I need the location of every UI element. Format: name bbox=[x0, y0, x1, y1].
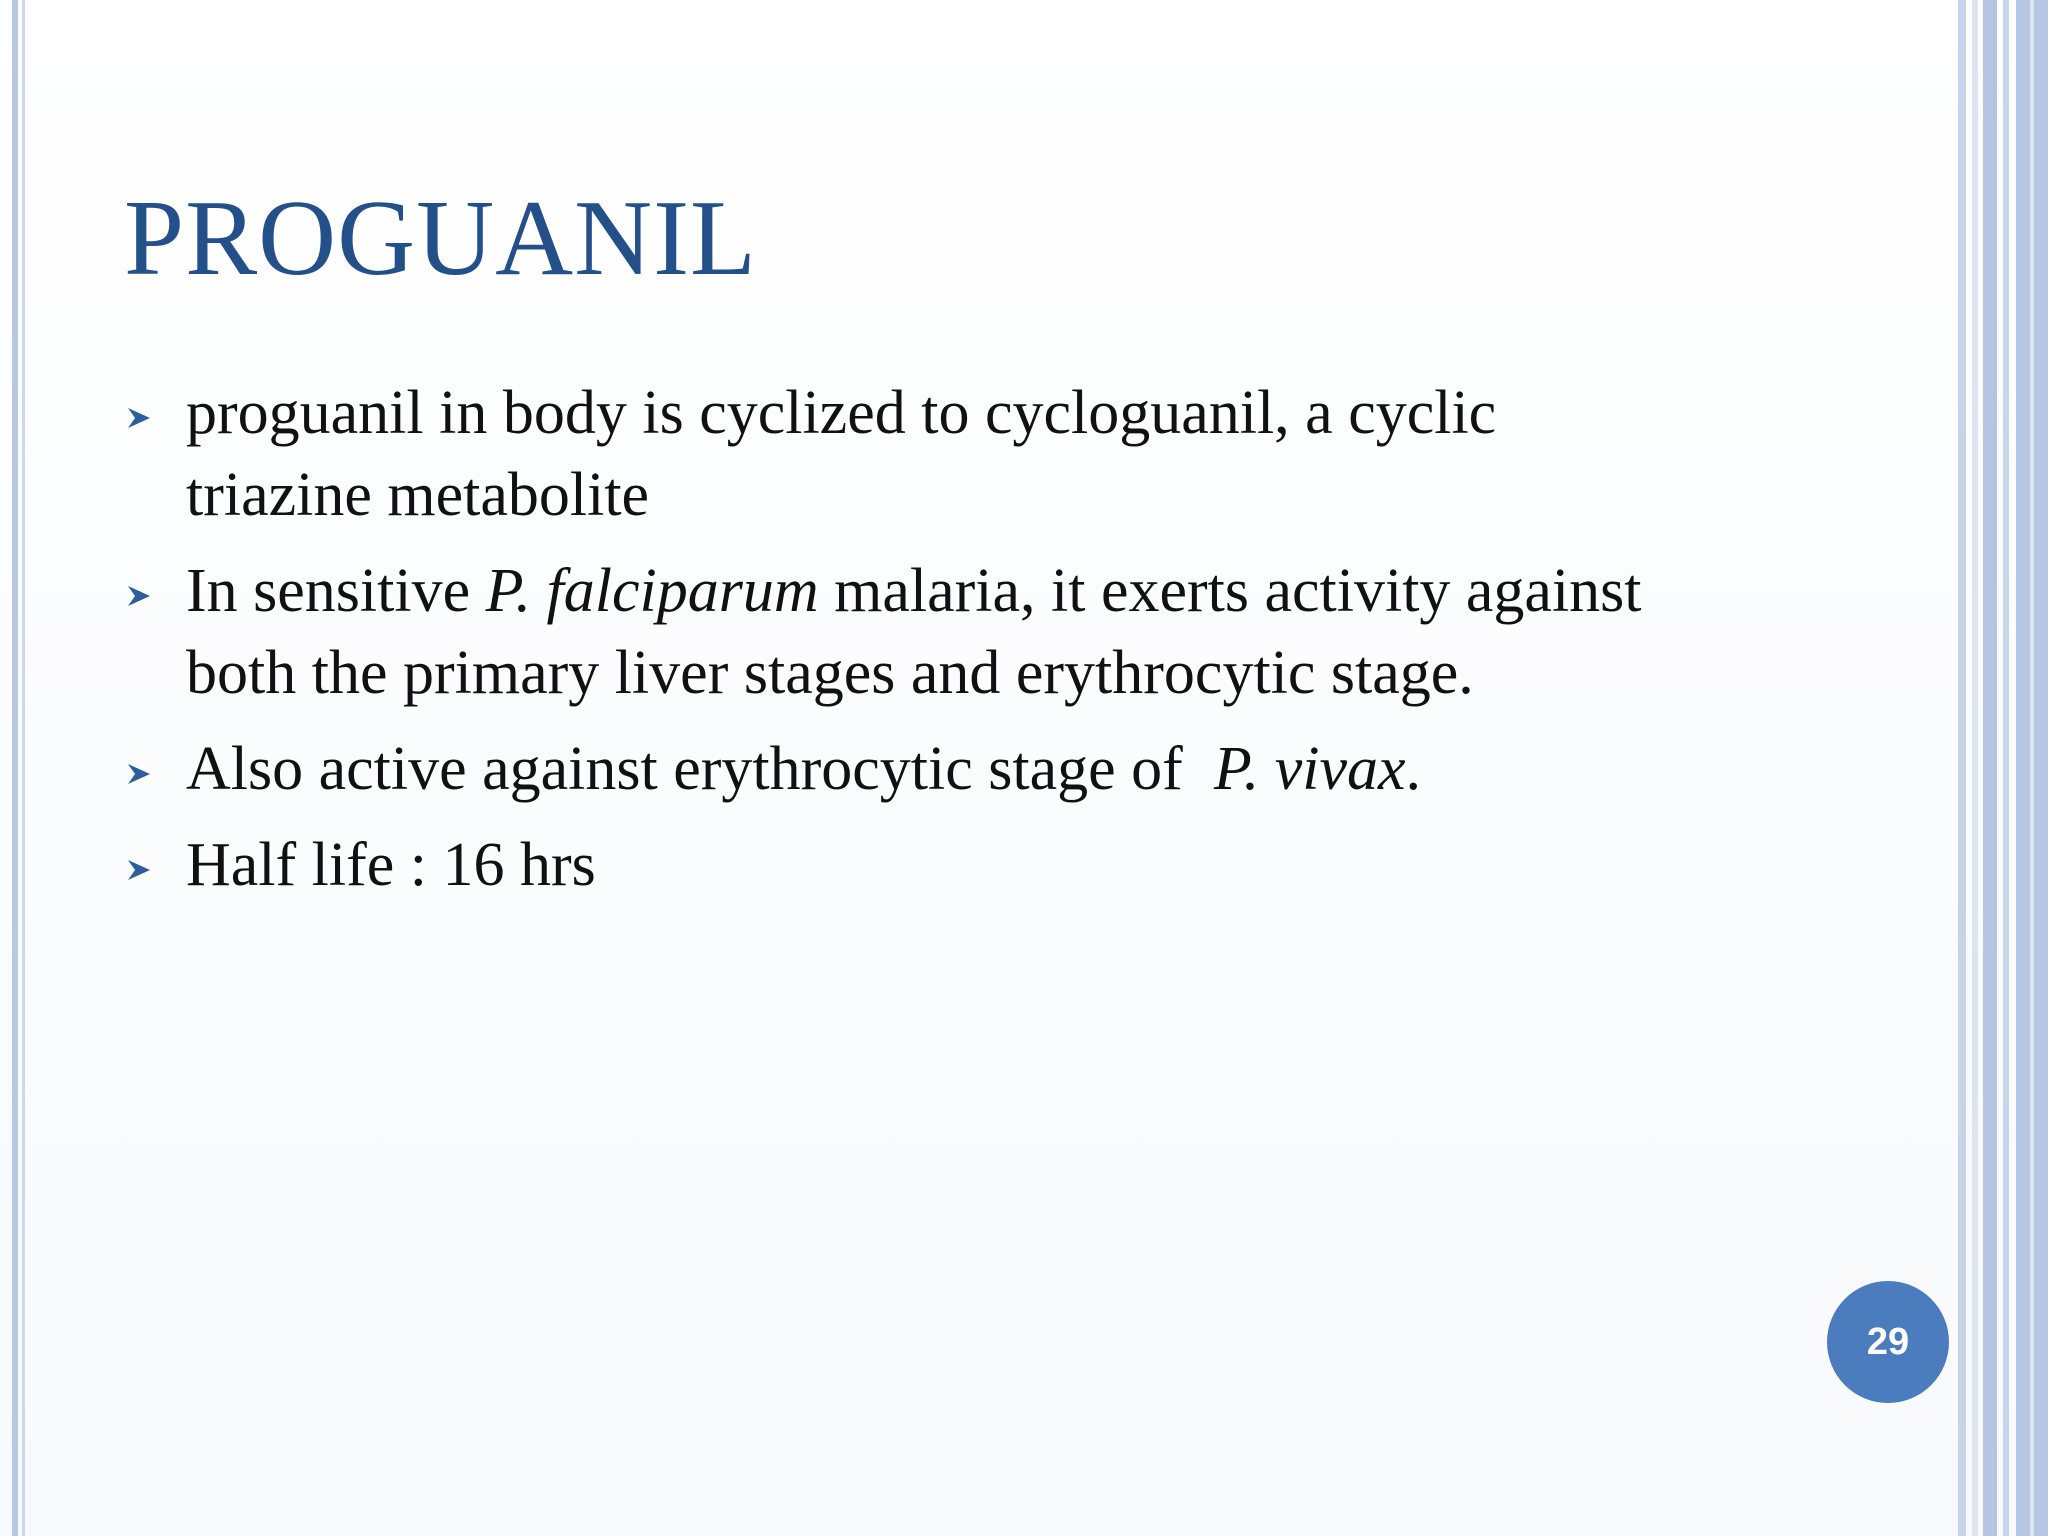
arrowhead-bullet-icon bbox=[126, 761, 152, 787]
bullet-list bbox=[124, 372, 1684, 920]
species-name: P. vivax bbox=[1213, 735, 1406, 803]
bullet-item bbox=[124, 550, 1684, 714]
page-number: 29 bbox=[1866, 1320, 1910, 1363]
bullet-text-part: malaria, it exerts activity against both the primary liver stages and erythrocytic stage. bbox=[186, 557, 1642, 707]
bullet-text: Half life : 16 hrs bbox=[186, 831, 596, 899]
bullet-item bbox=[124, 372, 1684, 536]
right-border-stripe bbox=[1972, 0, 1978, 1536]
bullet-item bbox=[124, 728, 1684, 810]
bullet-text-part: Also active against erythrocytic stage of bbox=[186, 735, 1214, 803]
left-border-stripe-thin bbox=[22, 0, 25, 1536]
page-number-badge bbox=[1827, 1281, 1949, 1403]
bullet-text-part: In sensitive bbox=[186, 557, 486, 625]
right-border-stripe bbox=[1983, 0, 1997, 1536]
arrowhead-bullet-icon bbox=[126, 857, 152, 883]
bullet-text: proguanil in body is cyclized to cycloguanil, a cyclic triazine metabolite bbox=[186, 379, 1497, 529]
right-border-stripe bbox=[2030, 0, 2034, 1536]
species-name: P. falciparum bbox=[485, 557, 819, 625]
right-border-stripe bbox=[1958, 0, 1966, 1536]
right-border-stripe bbox=[2003, 0, 2009, 1536]
arrowhead-bullet-icon bbox=[126, 583, 152, 609]
bullet-text-part: . bbox=[1405, 735, 1421, 803]
left-border-stripe bbox=[12, 0, 18, 1536]
slide-title: PROGUANIL bbox=[124, 179, 758, 298]
arrowhead-bullet-icon bbox=[126, 405, 152, 431]
bullet-item bbox=[124, 824, 1684, 906]
